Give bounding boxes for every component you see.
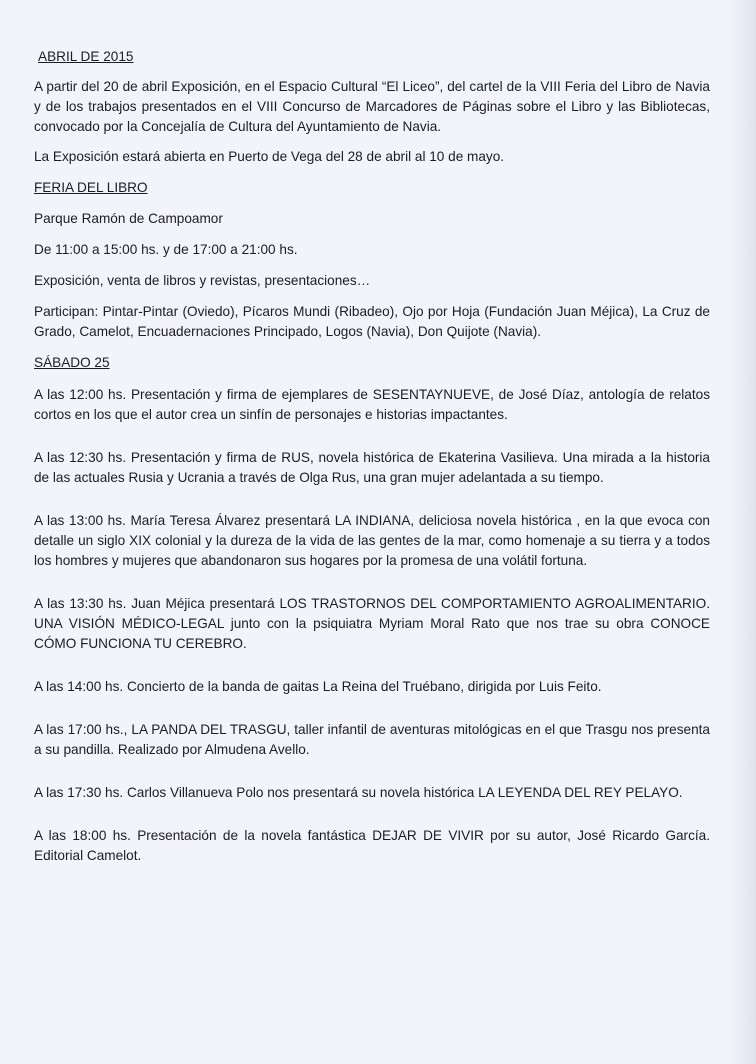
paragraph-abril-fechas: La Exposición estará abierta en Puerto de Vega del 28 de abril al 10 de mayo. (34, 149, 505, 164)
event-paragraph: A las 18:00 hs. Presentación de la novela fantástica DEJAR DE VIVIR por su autor, José Ricardo García. Editorial Camelot. (34, 828, 710, 863)
paragraph-feria-actividades: Exposición, venta de libros y revistas, presentaciones… (34, 273, 371, 288)
event-paragraph: A las 17:00 hs., LA PANDA DEL TRASGU, taller infantil de aventuras mitológicas en el que Trasgu nos presenta a su pandilla. Realizado por Almudena Avello. (34, 722, 710, 757)
event-paragraph: A las 12:00 hs. Presentación y firma de ejemplares de SESENTAYNUEVE, de José Díaz, antología de relatos cortos en los que el autor crea un sinfín de personajes e historias impactantes. (34, 387, 710, 422)
page-edge (726, 0, 756, 1064)
event-paragraph: A las 14:00 hs. Concierto de la banda de gaitas La Reina del Truébano, dirigida por Luis Feito. (34, 679, 602, 694)
paragraph-feria-horario: De 11:00 a 15:00 hs. y de 17:00 a 21:00 hs. (34, 242, 298, 257)
paragraph-feria-lugar: Parque Ramón de Campoamor (34, 211, 223, 226)
paragraph-abril-exposicion: A partir del 20 de abril Exposición, en el Espacio Cultural “El Liceo”, del cartel de la VIII Feria del Libro de Navia y de los trabajos presentados en el VIII Concurso de Marcadores de Páginas sobre el Libro y las Bibliotecas, convocado por la Concejalía de Cultura del Ayuntamiento de Navia. (34, 79, 710, 134)
document-body (34, 47, 710, 866)
section-heading-feria: FERIA DEL LIBRO (34, 180, 148, 195)
section-heading-sabado: SÁBADO 25 (34, 355, 110, 370)
event-paragraph: A las 12:30 hs. Presentación y firma de RUS, novela histórica de Ekaterina Vasilieva. Una mirada a la historia de las actuales Rusia y Ucrania a través de Olga Rus, una gran mujer adelantada a su tiempo. (34, 450, 710, 485)
section-heading-abril: ABRIL DE 2015 (38, 49, 134, 64)
paragraph-feria-participantes: Participan: Pintar-Pintar (Oviedo), Pícaros Mundi (Ribadeo), Ojo por Hoja (Fundación Juan Méjica), La Cruz de Grado, Camelot, Encuadernaciones Principado, Logos (Navia), Don Quijote (Navia). (34, 304, 710, 339)
event-paragraph: A las 13:00 hs. María Teresa Álvarez presentará LA INDIANA, deliciosa novela histórica , en la que evoca con detalle un siglo XIX colonial y la dureza de la vida de las gentes de la mar, como homenaje a su tierra y a todos los hombres y mujeres que abandonaron sus hogares por la promesa de una volátil fortuna. (34, 513, 710, 568)
event-paragraph: A las 17:30 hs. Carlos Villanueva Polo nos presentará su novela histórica LA LEYENDA DEL REY PELAYO. (34, 785, 683, 800)
event-paragraph: A las 13:30 hs. Juan Méjica presentará LOS TRASTORNOS DEL COMPORTAMIENTO AGROALIMENTARIO. UNA VISIÓN MÉDICO-LEGAL junto con la psiquiatra Myriam Moral Rato que nos trae su obra CONOCE CÓMO FUNCIONA TU CEREBRO. (34, 596, 710, 651)
